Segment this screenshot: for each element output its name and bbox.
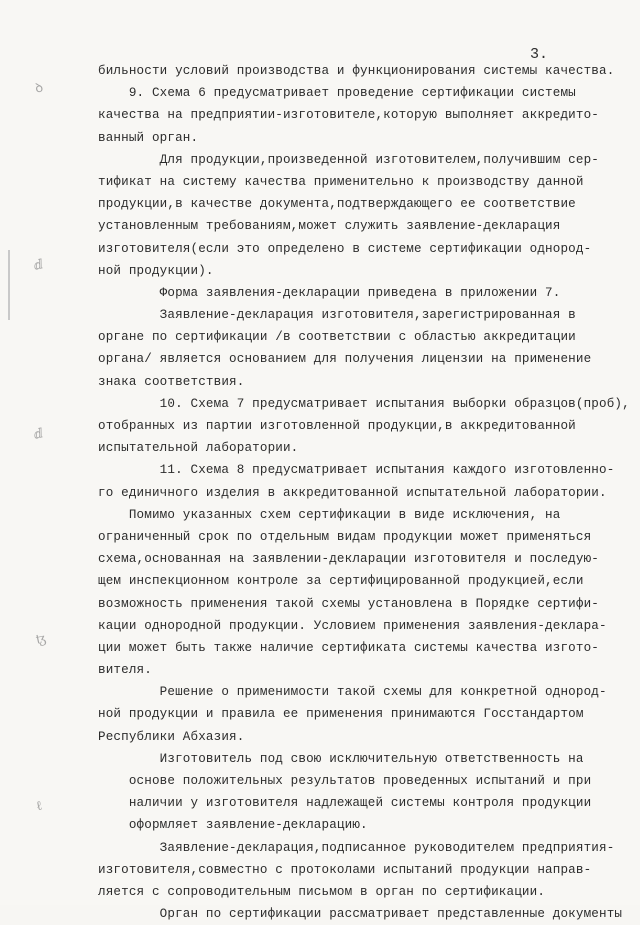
text-line: знака соответствия. — [98, 374, 245, 389]
text-line: тификат на систему качества применительно к производству данной — [98, 174, 584, 189]
text-line: отобранных из партии изготовленной продукции,в аккредитованной — [98, 419, 576, 433]
text-line: ванный орган. — [98, 130, 199, 145]
text-line: вителя. — [98, 663, 152, 678]
text-line: наличии у изготовителя надлежащей системы контроля продукции — [98, 796, 592, 811]
text-line: 10. Схема 7 предусматривает испытания выборки образцов(проб), — [98, 396, 630, 411]
text-line: оформляет заявление-декларацию. — [98, 818, 368, 833]
text-line: схема,основанная на заявлении-декларации изготовителя и последую- — [98, 552, 599, 567]
text-line: изготовителя,совместно с протоколами испытаний продукции направ- — [98, 862, 592, 877]
text-line: изготовителя(если это определено в системе сертификации однород- — [98, 241, 592, 256]
margin-mark-2: ⅆ — [32, 257, 45, 274]
text-line: возможность применения такой схемы установлена в Порядке сертифи- — [98, 596, 599, 611]
text-line: Орган по сертификации рассматривает представленные документы — [98, 907, 623, 922]
text-line: ной продукции и правила ее применения принимаются Госстандартом — [98, 707, 584, 722]
text-line: ной продукции). — [98, 263, 214, 278]
text-line: Решение о применимости такой схемы для конкретной однород- — [98, 685, 607, 700]
text-line: Форма заявления-декларации приведена в приложении 7. — [98, 285, 561, 300]
text-line: органе по сертификации /в соответствии с областью аккредитации — [98, 330, 576, 345]
text-line: 11. Схема 8 предусматривает испытания каждого изготовленно- — [98, 463, 615, 478]
text-line: ограниченный срок по отдельным видам продукции может применяться — [98, 529, 592, 544]
text-line: основе положительных результатов проведенных испытаний и при — [98, 774, 592, 788]
margin-mark-1: ꝺ — [33, 80, 45, 97]
text-line: ляется с сопроводительным письмом в орган по сертификации. — [98, 884, 546, 899]
text-line: ции может быть также наличие сертификата системы качества изгото- — [98, 640, 599, 655]
text-line: 9. Схема 6 предусматривает проведение сертификации системы — [98, 86, 576, 101]
margin-mark-4: ꜩ — [34, 631, 48, 648]
text-line: Заявление-декларация,подписанное руководителем предприятия- — [98, 840, 615, 855]
page-number: 3. — [530, 46, 549, 63]
text-line: качества на предприятии-изготовителе,которую выполняет аккредито- — [98, 108, 599, 123]
text-line: установленным требованиям,может служить заявление-декларация — [98, 219, 561, 234]
text-line: щем инспекционном контроле за сертифицированной продукцией,если — [98, 574, 584, 589]
text-line: кации однородной продукции. Условием применения заявления-деклара- — [98, 618, 607, 633]
text-line: го единичного изделия в аккредитованной испытательной лаборатории. — [98, 485, 607, 500]
margin-mark-3: ⅆ — [32, 426, 45, 443]
text-line: Помимо указанных схем сертификации в виде исключения, на — [98, 507, 561, 522]
text-line: бильности условий производства и функционирования системы качества. — [98, 64, 615, 78]
text-line: продукции,в качестве документа,подтверждающего ее соответствие — [98, 197, 576, 212]
text-line: Изготовитель под свою исключительную ответственность на — [98, 751, 584, 766]
text-line: Республики Абхазия. — [98, 729, 245, 744]
text-line: Для продукции,произведенной изготовителем,получившим сер- — [98, 152, 599, 167]
margin-mark-5: ℓ — [34, 798, 44, 815]
document-body — [0, 60, 640, 925]
text-line: испытательной лаборатории. — [98, 441, 299, 456]
text-line: Заявление-декларация изготовителя,зарегистрированная в — [98, 308, 576, 323]
text-line: органа/ является основанием для получения лицензии на применение — [98, 352, 592, 367]
